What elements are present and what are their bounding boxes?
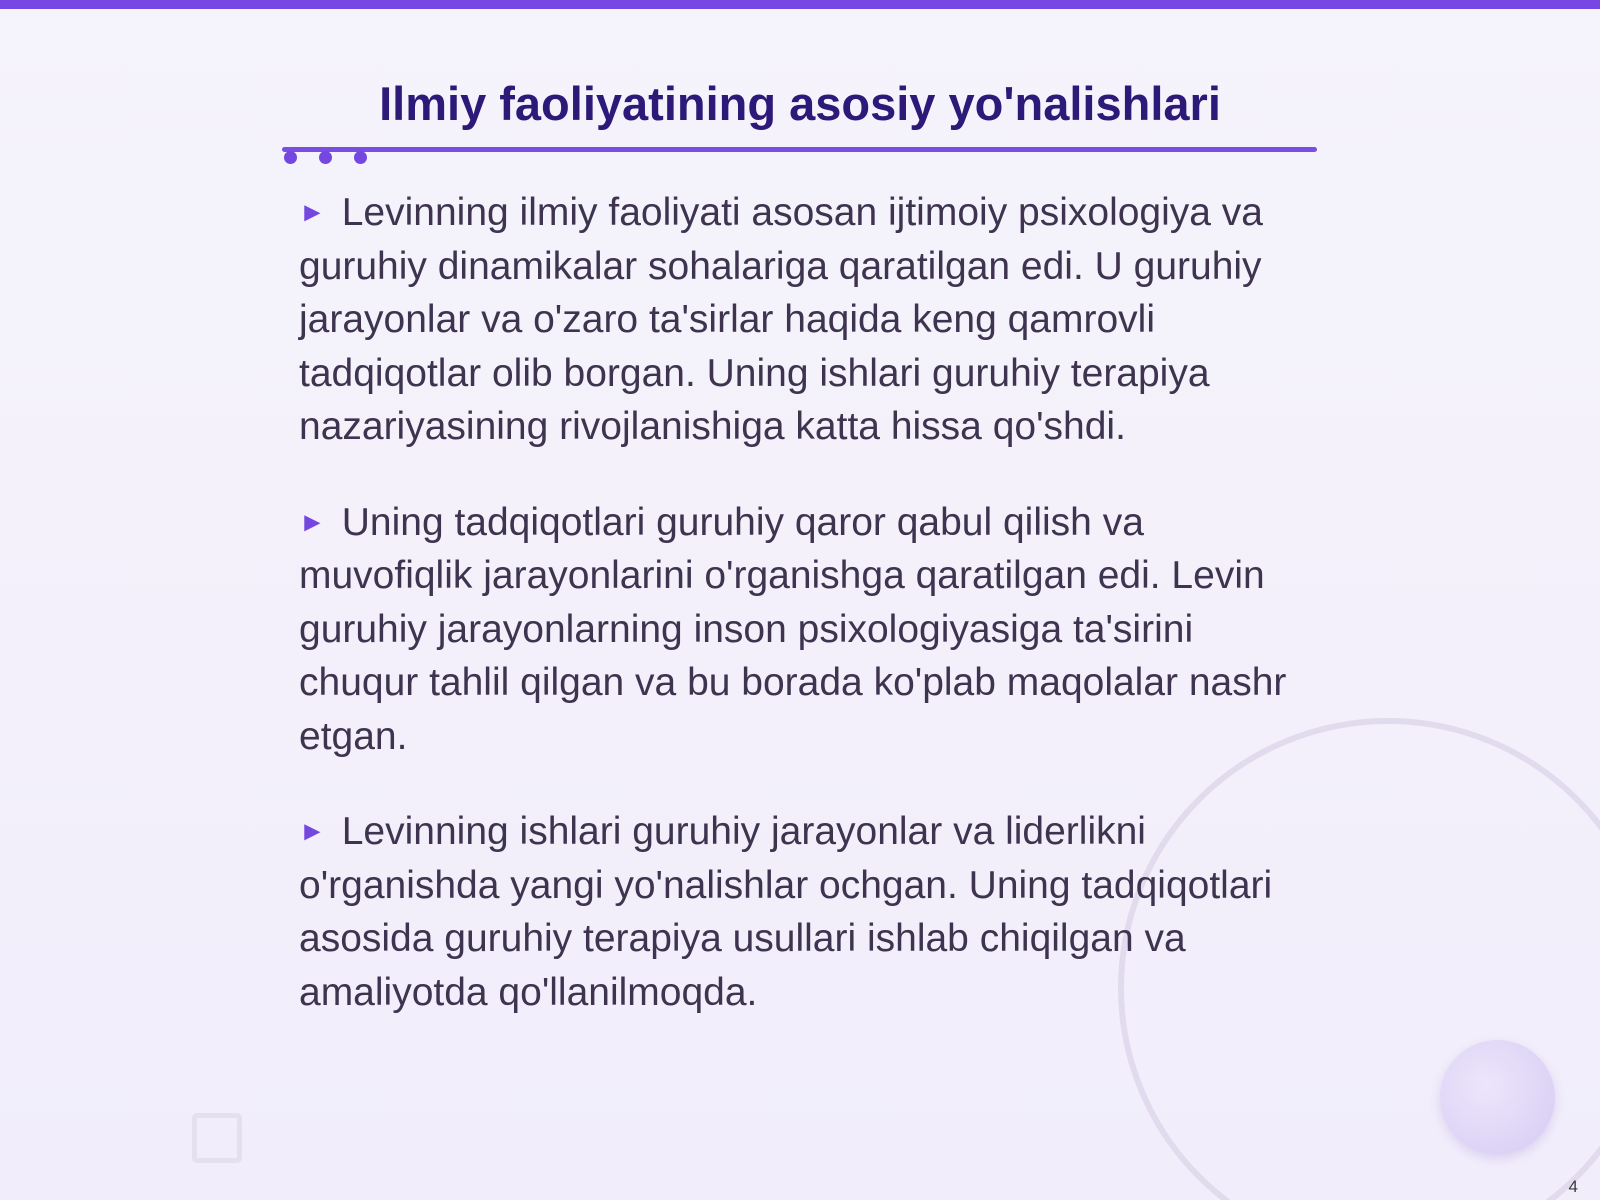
decorative-square	[192, 1113, 242, 1163]
triangle-right-icon: ►	[299, 197, 326, 227]
bullet-list	[299, 186, 1289, 1061]
page-number: 4	[1568, 1177, 1578, 1196]
bullet-item	[299, 805, 1289, 1019]
underline-dot	[284, 151, 297, 164]
bullet-item	[299, 496, 1289, 764]
bullet-text: Levinning ilmiy faoliyati asosan ijtimoiy psixologiya va guruhiy dinamikalar sohalariga qaratilgan edi. U guruhiy jarayonlar va o'zaro ta'sirlar haqida keng qamrovli tadqiqotlar olib borgan. Uning ishlari guruhiy terapiya nazariyasining rivojlanishiga katta hissa qo'shdi.	[299, 191, 1263, 448]
underline-dot	[319, 151, 332, 164]
triangle-right-icon: ►	[299, 506, 326, 537]
slide-title: Ilmiy faoliyatining asosiy yo'nalishlari	[379, 77, 1221, 130]
triangle-right-icon: ►	[299, 816, 326, 846]
bullet-item	[299, 186, 1289, 454]
underline-dot	[354, 151, 367, 164]
top-accent-bar	[0, 0, 1600, 9]
bullet-text: Uning tadqiqotlari guruhiy qaror qabul qilish va muvofiqlik jarayonlarini o'rganishga qaratilgan edi. Levin guruhiy jarayonlarning inson psixologiyasiga ta'sirini chuqur tahlil qilgan va bu borada ko'plab maqolalar nashr etgan.	[299, 500, 1287, 758]
title-underline	[282, 147, 1317, 152]
bullet-text: Levinning ishlari guruhiy jarayonlar va liderlikni o'rganishda yangi yo'nalishlar ochgan. Uning tadqiqotlari asosida guruhiy terapiya usullari ishlab chiqilgan va amaliyotda qo'llanilmoqda.	[299, 810, 1273, 1014]
decorative-circle	[1440, 1040, 1555, 1155]
